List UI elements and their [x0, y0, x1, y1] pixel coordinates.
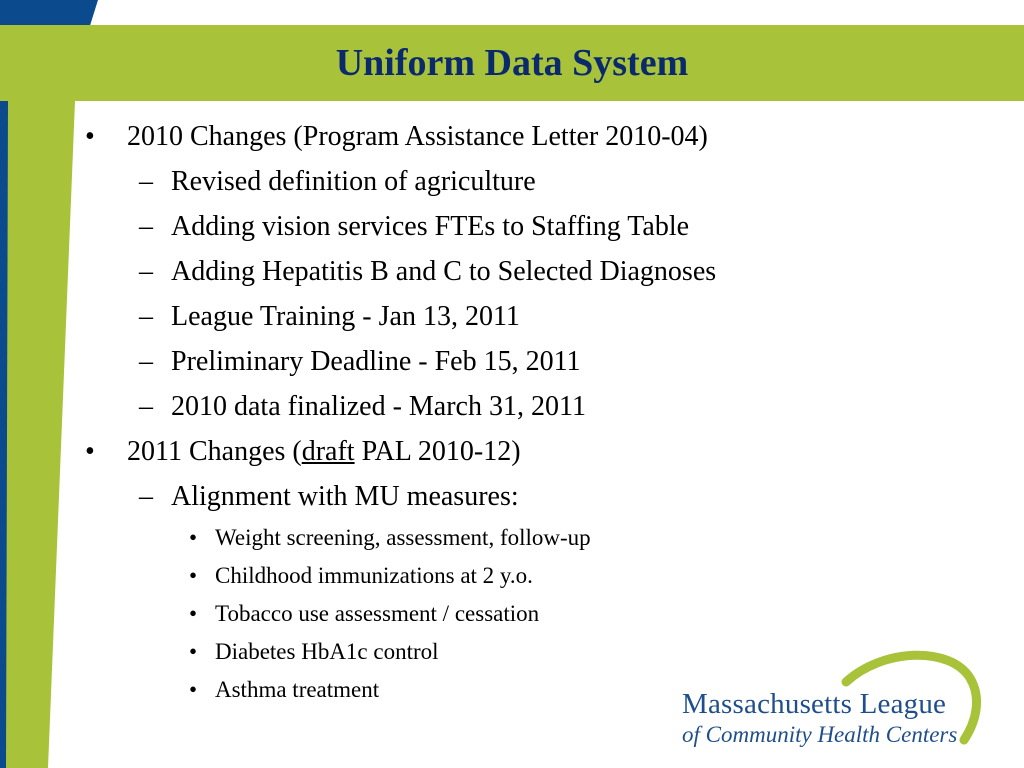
- sub-item-text: Preliminary Deadline - Feb 15, 2011: [171, 346, 581, 377]
- sub-item: [85, 474, 985, 519]
- bullet-marker: •: [189, 525, 198, 550]
- underlined-draft-text: draft: [301, 436, 355, 467]
- sub-item-text: 2010 data finalized - March 31, 2011: [171, 391, 586, 422]
- logo-text-line2: of Community Health Centers: [682, 722, 958, 747]
- sub-item-text: Revised definition of agriculture: [171, 166, 536, 197]
- bullet-marker: •: [85, 436, 95, 467]
- sub-item-text: Adding vision services FTEs to Staffing Table: [171, 211, 690, 242]
- organization-logo: [678, 650, 988, 750]
- title-bar: [0, 25, 1024, 101]
- bullet-item: [85, 429, 985, 474]
- bullet-marker: •: [85, 121, 95, 152]
- sub-sub-item-text: Childhood immunizations at 2 y.o.: [215, 563, 533, 588]
- slide-title: Uniform Data System: [335, 42, 689, 84]
- sub-sub-item-text: Diabetes HbA1c control: [215, 639, 439, 664]
- sub-sub-item: [85, 595, 985, 633]
- sub-item: [85, 294, 985, 339]
- bullet-text-prefix: 2011 Changes (: [127, 436, 302, 467]
- bullet-text-suffix: PAL 2010-12): [354, 436, 521, 467]
- dash-marker: –: [139, 211, 153, 242]
- sub-item: [85, 249, 985, 294]
- sub-item-text: Adding Hepatitis B and C to Selected Diagnoses: [171, 256, 717, 287]
- sub-sub-item: [85, 519, 985, 557]
- bullet-marker: •: [189, 563, 198, 588]
- dash-marker: –: [139, 391, 153, 422]
- dash-marker: –: [139, 256, 153, 287]
- dash-marker: –: [139, 301, 153, 332]
- sub-sub-item-text: Weight screening, assessment, follow-up: [215, 525, 591, 550]
- sub-item: [85, 339, 985, 384]
- sub-sub-item-text: Asthma treatment: [215, 677, 380, 702]
- sub-item-text: Alignment with MU measures:: [171, 481, 519, 512]
- sub-item-text: League Training - Jan 13, 2011: [171, 301, 520, 332]
- sub-sub-item-text: Tobacco use assessment / cessation: [215, 601, 540, 626]
- bullet-text: 2010 Changes (Program Assistance Letter 2010-04): [127, 121, 708, 152]
- sub-sub-item: [85, 557, 985, 595]
- logo-text-line1: Massachusetts League: [682, 688, 947, 720]
- bullet-marker: •: [189, 677, 198, 702]
- sub-item: [85, 159, 985, 204]
- slide-content: [85, 114, 985, 709]
- dash-marker: –: [139, 166, 153, 197]
- sub-item: [85, 384, 985, 429]
- dash-marker: –: [139, 481, 153, 512]
- bullet-item: [85, 114, 985, 159]
- green-sash-shape: [6, 101, 75, 768]
- bullet-marker: •: [189, 639, 198, 664]
- sub-item: [85, 204, 985, 249]
- bullet-marker: •: [189, 601, 198, 626]
- dash-marker: –: [139, 346, 153, 377]
